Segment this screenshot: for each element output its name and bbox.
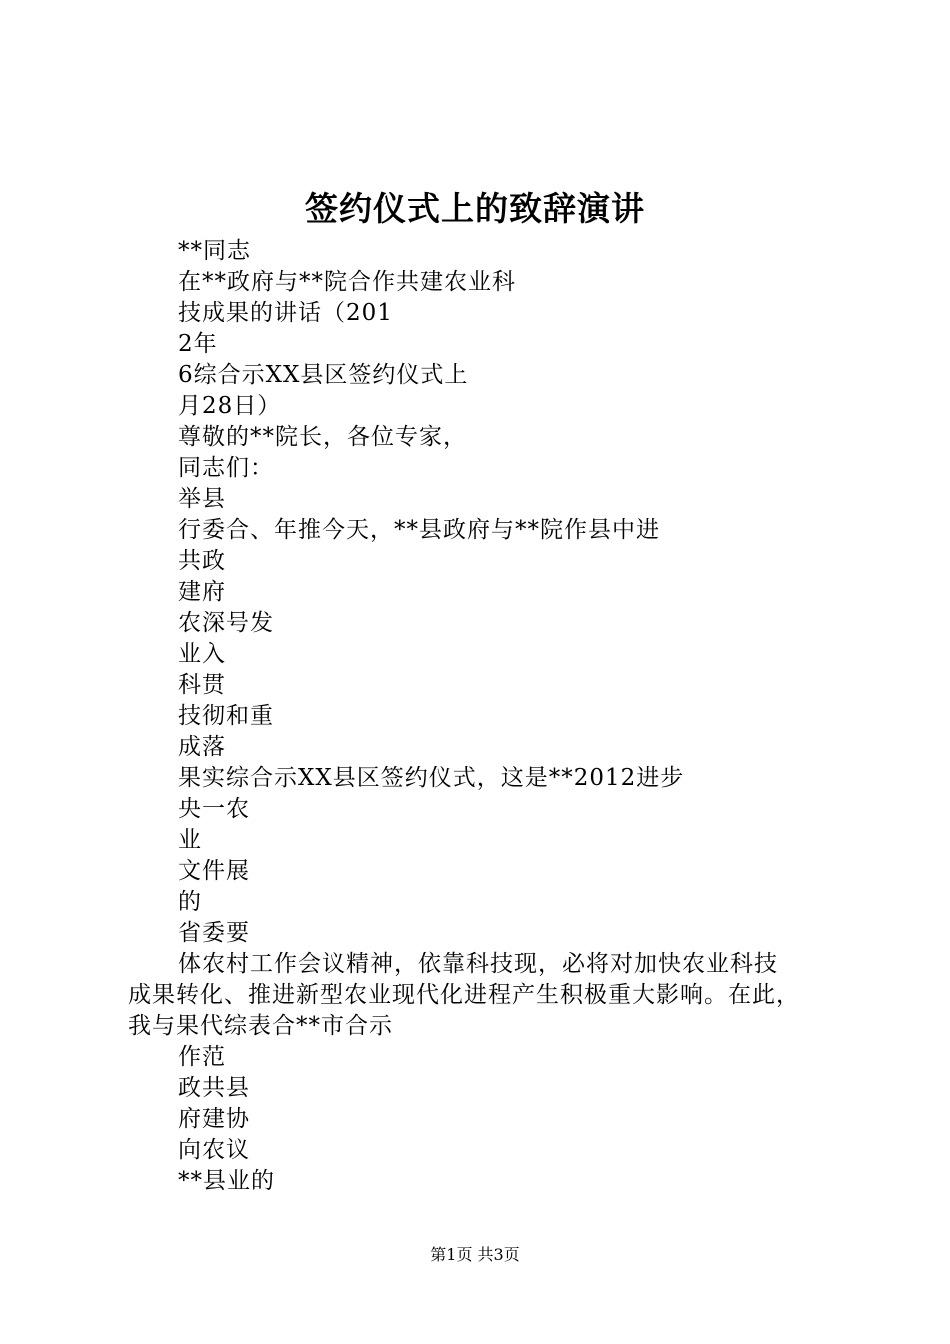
body-line: 政共县 [178, 1075, 250, 1101]
body-line: 省委要 [178, 920, 250, 946]
body-line: 府建协 [178, 1106, 250, 1132]
body-line: 共政 [178, 548, 226, 574]
body-line: 2年 [178, 331, 218, 357]
body-line: 在**政府与**院合作共建农业科 [178, 269, 516, 295]
body-line: 我与果代综表合**市合示 [128, 1013, 393, 1039]
body-line: 科贯 [178, 672, 226, 698]
body-line: **县业的 [178, 1168, 275, 1194]
body-line: 体农村工作会议精神，依靠科技现，必将对加快农业科技 [178, 951, 778, 977]
body-line: 成果转化、推进新型农业现代化进程产生积极重大影响。在此， [128, 982, 800, 1008]
body-line: 文件展 [178, 858, 250, 884]
body-line: 6综合示XX县区签约仪式上 [178, 362, 469, 388]
body-line: 技彻和重 [178, 703, 274, 729]
body-line: 行委合、年推今天，**县政府与**院作县中进 [178, 517, 660, 543]
body-line: 尊敬的**院长，各位专家， [178, 424, 467, 450]
page-footer: 第1页 共3页 [430, 1245, 520, 1264]
body-line: 的 [178, 889, 202, 915]
body-line: 建府 [178, 579, 226, 605]
body-line: 农深号发 [178, 610, 274, 636]
body-line: 业 [178, 827, 202, 853]
body-line: 果实综合示XX县区签约仪式，这是**2012进步 [178, 765, 685, 791]
document-title: 签约仪式上的致辞演讲 [305, 189, 645, 228]
body-line: 月28日） [178, 393, 282, 419]
body-line: 业入 [178, 641, 226, 667]
body-line: 成落 [178, 734, 226, 760]
body-line: 向农议 [178, 1137, 250, 1163]
body-line: 同志们： [178, 455, 274, 481]
body-line: 央一农 [178, 796, 250, 822]
body-line: 作范 [178, 1044, 226, 1070]
body-line: 技成果的讲话（201 [178, 300, 393, 326]
body-line: **同志 [178, 238, 251, 264]
body-line: 举县 [178, 486, 226, 512]
